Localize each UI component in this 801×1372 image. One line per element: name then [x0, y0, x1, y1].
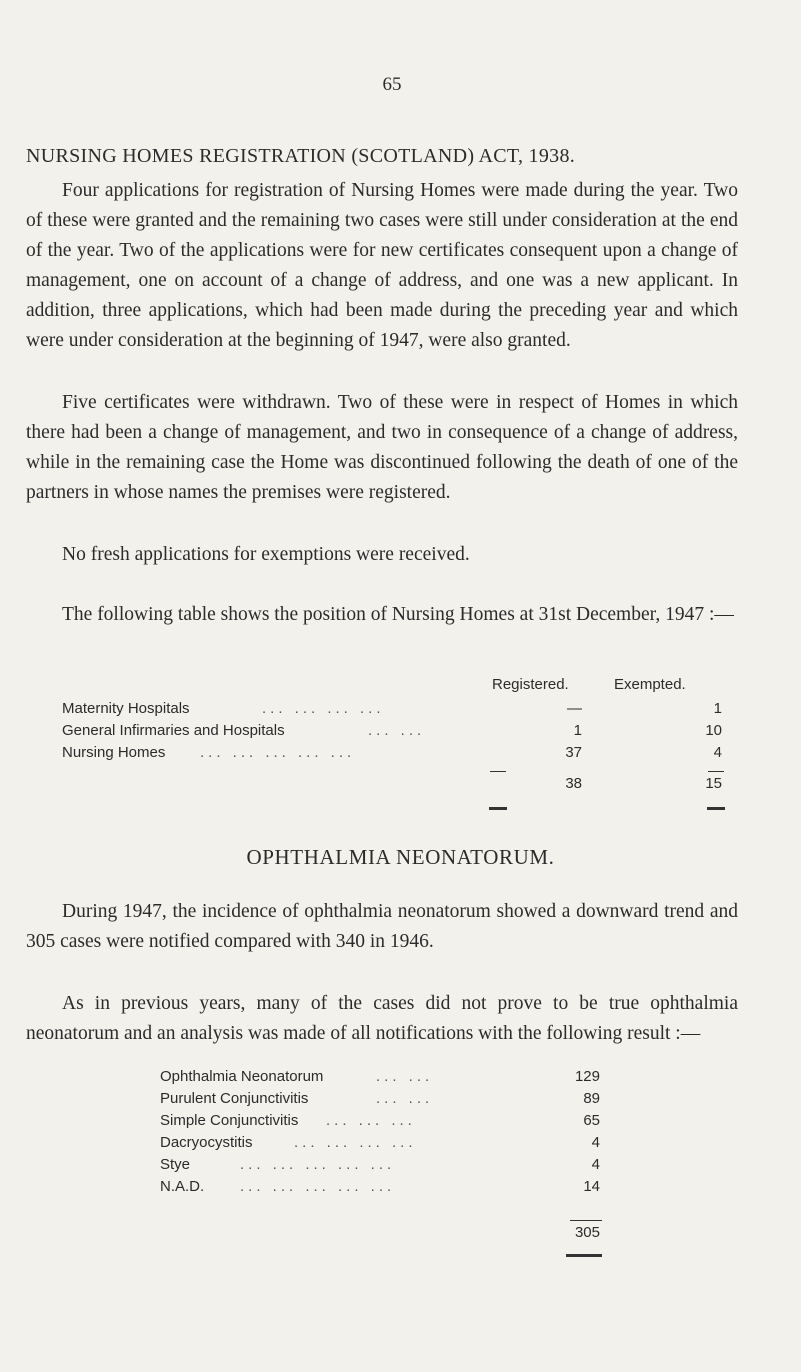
row-registered: — [567, 700, 582, 717]
table-row [160, 1112, 620, 1134]
paragraph-exemptions [26, 540, 738, 570]
row-value: 89 [583, 1090, 600, 1107]
row-registered: 1 [573, 722, 582, 739]
row-label: Purulent Conjunctivitis [160, 1090, 309, 1107]
row-leader-dots: ... ... [368, 722, 426, 739]
row-label: Dacryocystitis [160, 1134, 253, 1151]
paragraph-analysis-text: As in previous years, many of the cases did not prove to be true ophthalmia neonatorum and an analysis was made of all notifications with the following result :— [26, 993, 738, 1044]
subtotal-rule-notifications [570, 1220, 602, 1221]
row-leader-dots: ... ... ... ... ... [240, 1156, 396, 1173]
row-label: Simple Conjunctivitis [160, 1112, 299, 1129]
paragraph-table-intro-text: The following table shows the position of Nursing Homes at 31st December, 1947 :— [62, 604, 734, 625]
row-exempted: 4 [713, 744, 722, 761]
notifications-table [160, 1068, 620, 1218]
total-notifications: 305 [574, 1224, 600, 1241]
paragraph-incidence-text: During 1947, the incidence of ophthalmia neonatorum showed a downward trend and 305 cases were notified compared with 340 in 1946. [26, 901, 738, 952]
table-row [160, 1156, 620, 1178]
table-row [160, 1068, 620, 1090]
row-leader-dots: ... ... [376, 1068, 434, 1085]
row-leader-dots: ... ... [376, 1090, 434, 1107]
paragraph-analysis [26, 989, 738, 1049]
subtotal-rule-exempted [708, 771, 724, 772]
total-rule-exempted [707, 807, 725, 810]
row-value: 129 [574, 1068, 600, 1085]
row-label: General Infirmaries and Hospitals [62, 722, 285, 739]
section-heading: NURSING HOMES REGISTRATION (SCOTLAND) ACT, 1938. [26, 145, 576, 167]
row-value: 4 [591, 1134, 600, 1151]
row-value: 4 [591, 1156, 600, 1173]
page-number: 65 [382, 74, 402, 95]
paragraph-incidence [26, 897, 738, 957]
row-label: Maternity Hospitals [62, 700, 190, 717]
column-header-exempted: Exempted. [614, 676, 686, 693]
total-registered: 38 [565, 775, 582, 792]
table-row [62, 744, 742, 766]
paragraph-applications-text: Four applications for registration of Nursing Homes were made during the year. Two of these were granted and the remaining two cases were still under consideration at the end of the year. Two of the applications were for new certificates consequent upon a change of management, one on account of a change of address, and one was a new applicant. In addition, three applications, which had been made during the preceding year and which were under consideration at the beginning of 1947, were also granted. [26, 180, 738, 351]
subtotal-rule-registered [490, 771, 506, 772]
row-exempted: 1 [713, 700, 722, 717]
subheading-ophthalmia: OPHTHALMIA NEONATORUM. [246, 845, 555, 869]
column-header-registered: Registered. [492, 676, 569, 693]
nursing-homes-table [62, 676, 742, 776]
total-exempted: 15 [705, 775, 722, 792]
row-label: N.A.D. [160, 1178, 205, 1195]
row-leader-dots: ... ... ... [326, 1112, 416, 1129]
row-registered: 37 [565, 744, 582, 761]
total-rule-notifications [566, 1254, 602, 1257]
row-label: Stye [160, 1156, 191, 1173]
table-row [160, 1178, 620, 1200]
table-row [160, 1090, 620, 1112]
paragraph-exemptions-text: No fresh applications for exemptions were received. [62, 544, 470, 565]
paragraph-withdrawn-text: Five certificates were withdrawn. Two of these were in respect of Homes in which there had been a change of management, and two in consequence of a change of address, while in the remaining case the Home was discontinued following the death of one of the partners in whose names the premises were registered. [26, 392, 738, 503]
paragraph-withdrawn [26, 388, 738, 508]
row-leader-dots: ... ... ... ... ... [240, 1178, 396, 1195]
row-leader-dots: ... ... ... ... [294, 1134, 417, 1151]
row-value: 14 [583, 1178, 600, 1195]
paragraph-applications [26, 176, 738, 356]
row-label: Nursing Homes [62, 744, 166, 761]
row-value: 65 [583, 1112, 600, 1129]
table-row [62, 722, 742, 744]
table-row [62, 700, 742, 722]
total-rule-registered [489, 807, 507, 810]
table-row [160, 1134, 620, 1156]
row-exempted: 10 [705, 722, 722, 739]
row-leader-dots: ... ... ... ... ... [200, 744, 356, 761]
row-label: Ophthalmia Neonatorum [160, 1068, 324, 1085]
paragraph-table-intro [26, 600, 738, 630]
table-total-row [62, 775, 742, 799]
row-leader-dots: ... ... ... ... [262, 700, 385, 717]
